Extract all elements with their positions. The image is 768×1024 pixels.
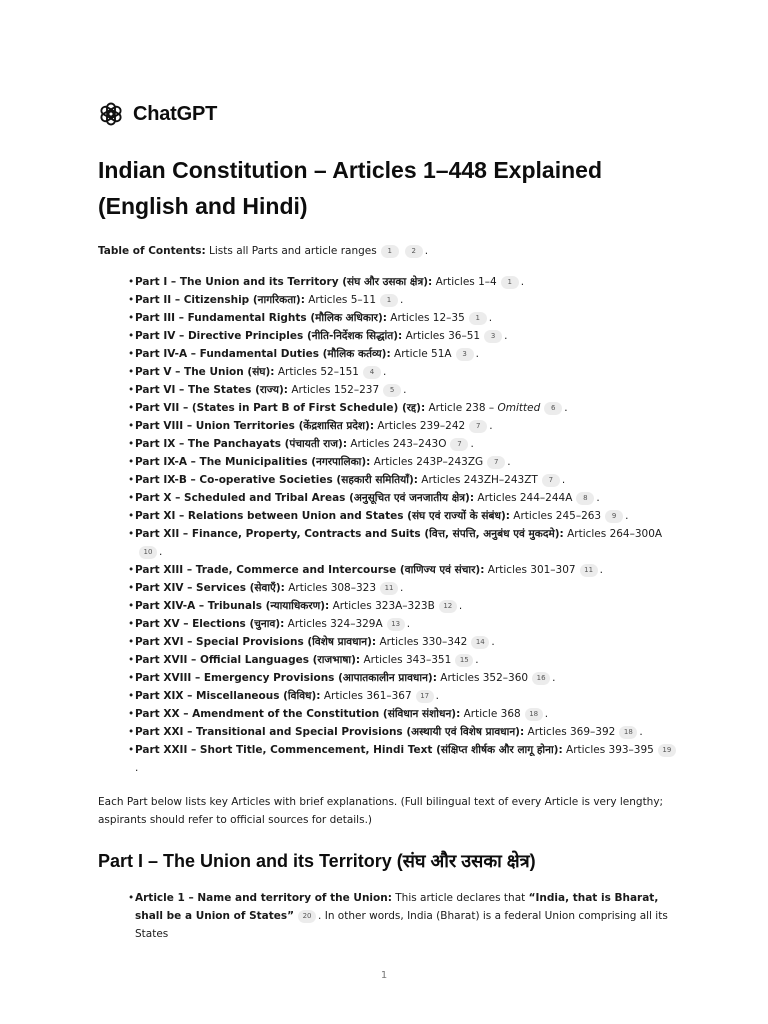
article-text: This article declares that	[391, 892, 529, 904]
toc-article-range: Article 238 –	[425, 402, 498, 414]
toc-article-range: Articles 308–323	[284, 582, 377, 594]
article-quote: “India, that is Bharat, shall be a Union of States”	[135, 892, 659, 922]
citation-badge[interactable]: 1	[380, 294, 398, 307]
toc-omitted-note: Omitted	[497, 402, 541, 414]
toc-article-range: Articles 5–11	[304, 294, 377, 306]
toc-article-range: Articles 324–329A	[284, 618, 383, 630]
toc-part-label: Part IV – Directive Principles (नीति-निर्देशक सिद्धांत):	[135, 330, 403, 342]
toc-part-label: Part XI – Relations between Union and States (संघ एवं राज्यों के संबंध):	[135, 510, 510, 522]
toc-item: • Part XVII – Official Languages (राजभाषा): Articles 343–351 15 .	[128, 651, 678, 669]
toc-item: • Part XIV – Services (सेवाएँ): Articles 308–323 11 .	[128, 579, 678, 597]
citation-badge[interactable]: 9	[605, 510, 623, 523]
toc-part-label: Part III – Fundamental Rights (मौलिक अधिकार):	[135, 312, 387, 324]
citation-badge[interactable]: 7	[469, 420, 487, 433]
toc-part-label: Part XX – Amendment of the Constitution (संविधान संशोधन):	[135, 708, 461, 720]
toc-item: • Part IX-B – Co-operative Societies (सहकारी समितियाँ): Articles 243ZH–243ZT 7 .	[128, 471, 678, 489]
toc-part-label: Part XV – Elections (चुनाव):	[135, 618, 285, 630]
toc-article-range: Articles 244–244A	[474, 492, 573, 504]
table-of-contents-list	[98, 273, 678, 777]
toc-item: • Part XIII – Trade, Commerce and Intercourse (वाणिज्य एवं संचार): Articles 301–307 11 .	[128, 561, 678, 579]
citation-badge[interactable]: 11	[580, 564, 598, 577]
toc-item: • Part XIX – Miscellaneous (विविध): Articles 361–367 17 .	[128, 687, 678, 705]
citation-badge[interactable]: 15	[455, 654, 473, 667]
citation-badge[interactable]: 7	[542, 474, 560, 487]
toc-part-label: Part XVI – Special Provisions (विशेष प्रावधान):	[135, 636, 377, 648]
article-text: . In other words, India (Bharat) is a federal Union comprising all its States	[135, 910, 668, 940]
citation-badge[interactable]: 12	[439, 600, 457, 613]
document-page	[98, 98, 678, 943]
toc-article-range: Article 51A	[390, 348, 452, 360]
citation-badge[interactable]: 1	[501, 276, 519, 289]
article-label: Article 1 – Name and territory of the Union:	[135, 892, 392, 904]
toc-item: • Part XVI – Special Provisions (विशेष प्रावधान): Articles 330–342 14 .	[128, 633, 678, 651]
article-list	[98, 889, 678, 943]
citation-badge[interactable]: 2	[405, 245, 423, 258]
toc-item: • Part XII – Finance, Property, Contracts and Suits (वित्त, संपत्ति, अनुबंध एवं मुकदमे): Articles 264–300A10 .	[128, 525, 678, 561]
openai-knot-icon	[98, 101, 124, 127]
toc-item: • Part XX – Amendment of the Constitution (संविधान संशोधन): Article 368 18 .	[128, 705, 678, 723]
toc-item: • Part III – Fundamental Rights (मौलिक अधिकार): Articles 12–35 1 .	[128, 309, 678, 327]
citation-badge[interactable]: 1	[381, 245, 399, 258]
toc-part-label: Part XIV-A – Tribunals (न्यायाधिकरण):	[135, 600, 330, 612]
citation-badge[interactable]: 19	[658, 744, 676, 757]
toc-article-range: Articles 393–395	[562, 744, 654, 756]
toc-part-label: Part IV-A – Fundamental Duties (मौलिक कर्तव्य):	[135, 348, 391, 360]
citation-badge[interactable]: 10	[139, 546, 157, 559]
toc-item: • Part XXI – Transitional and Special Provisions (अस्थायी एवं विशेष प्रावधान): Articles 369–392 18 .	[128, 723, 678, 741]
toc-article-range: Articles 12–35	[386, 312, 465, 324]
toc-intro-text: Lists all Parts and article ranges	[205, 245, 377, 257]
toc-part-label: Part VIII – Union Territories (केंद्रशासित प्रदेश):	[135, 420, 375, 432]
toc-item: • Part XIV-A – Tribunals (न्यायाधिकरण): Articles 323A–323B 12 .	[128, 597, 678, 615]
list-item	[128, 889, 678, 943]
toc-article-range: Articles 330–342	[376, 636, 468, 648]
toc-item: • Part IX-A – The Municipalities (नगरपालिका): Articles 243P–243ZG 7 .	[128, 453, 678, 471]
toc-part-label: Part XXI – Transitional and Special Provisions (अस्थायी एवं विशेष प्रावधान):	[135, 726, 525, 738]
page-number: 1	[380, 970, 388, 981]
toc-article-range: Articles 243ZH–243ZT	[417, 474, 538, 486]
citation-badge[interactable]: 14	[471, 636, 489, 649]
citation-badge[interactable]: 3	[456, 348, 474, 361]
citation-badge[interactable]: 3	[484, 330, 502, 343]
toc-item: • Part XXII – Short Title, Commencement, Hindi Text (संक्षिप्त शीर्षक और लागू होना): Articles 393–395 19.	[128, 741, 678, 777]
toc-article-range: Articles 343–351	[360, 654, 452, 666]
brand-header	[98, 98, 678, 130]
toc-part-label: Part XVII – Official Languages (राजभाषा):	[135, 654, 361, 666]
citation-badge[interactable]: 16	[532, 672, 550, 685]
toc-part-label: Part II – Citizenship (नागरिकता):	[135, 294, 305, 306]
citation-badge[interactable]: 4	[363, 366, 381, 379]
toc-part-label: Part XII – Finance, Property, Contracts and Suits (वित्त, संपत्ति, अनुबंध एवं मुकदमे):	[135, 528, 564, 540]
toc-item: • Part IV – Directive Principles (नीति-निर्देशक सिद्धांत): Articles 36–51 3 .	[128, 327, 678, 345]
toc-article-range: Articles 152–237	[287, 384, 380, 396]
toc-part-label: Part X – Scheduled and Tribal Areas (अनुसूचित एवं जनजातीय क्षेत्र):	[135, 492, 475, 504]
toc-article-range: Articles 352–360	[436, 672, 529, 684]
toc-item: • Part II – Citizenship (नागरिकता): Articles 5–11 1 .	[128, 291, 678, 309]
citation-badge[interactable]: 8	[576, 492, 594, 505]
citation-badge[interactable]: 18	[619, 726, 637, 739]
toc-intro-end: .	[424, 245, 429, 257]
toc-part-label: Part I – The Union and its Territory (संघ और उसका क्षेत्र):	[135, 276, 433, 288]
toc-part-label: Part IX-B – Co-operative Societies (सहकारी समितियाँ):	[135, 474, 418, 486]
citation-badge[interactable]: 7	[487, 456, 505, 469]
citation-badge[interactable]: 13	[387, 618, 405, 631]
toc-article-range: Articles 361–367	[320, 690, 412, 702]
intro-paragraph: Each Part below lists key Articles with brief explanations. (Full bilingual text of every Article is very lengthy; aspirants should refer to official sources for details.)	[98, 796, 664, 826]
brand-name: ChatGPT	[133, 102, 218, 125]
toc-part-label: Part VII – (States in Part B of First Schedule) (रद्द):	[135, 402, 426, 414]
toc-part-label: Part V – The Union (संघ):	[135, 366, 275, 378]
toc-part-label: Part XXII – Short Title, Commencement, Hindi Text (संक्षिप्त शीर्षक और लागू होना):	[135, 744, 563, 756]
toc-article-range: Articles 301–307	[484, 564, 576, 576]
toc-article-range: Articles 323A–323B	[329, 600, 435, 612]
toc-item: • Part VI – The States (राज्य): Articles 152–237 5 .	[128, 381, 678, 399]
toc-part-label: Part IX-A – The Municipalities (नगरपालिका):	[135, 456, 371, 468]
toc-item: • Part I – The Union and its Territory (संघ और उसका क्षेत्र): Articles 1–4 1 .	[128, 273, 678, 291]
toc-article-range: Articles 239–242	[374, 420, 466, 432]
toc-article-range: Articles 243P–243ZG	[370, 456, 484, 468]
citation-badge[interactable]: 5	[383, 384, 401, 397]
toc-item: • Part XI – Relations between Union and States (संघ एवं राज्यों के संबंध): Articles 245–263 9 .	[128, 507, 678, 525]
toc-item: • Part VIII – Union Territories (केंद्रशासित प्रदेश): Articles 239–242 7 .	[128, 417, 678, 435]
citation-badge[interactable]: 20	[298, 910, 316, 923]
toc-item: • Part IX – The Panchayats (पंचायती राज): Articles 243–243O 7 .	[128, 435, 678, 453]
toc-item: • Part XVIII – Emergency Provisions (आपातकालीन प्रावधान): Articles 352–360 16 .	[128, 669, 678, 687]
citation-badge[interactable]: 11	[380, 582, 398, 595]
toc-item: • Part X – Scheduled and Tribal Areas (अनुसूचित एवं जनजातीय क्षेत्र): Articles 244–244A 8 .	[128, 489, 678, 507]
citation-badge[interactable]: 1	[469, 312, 487, 325]
document-title: Indian Constitution – Articles 1–448 Explained (English and Hindi)	[98, 157, 602, 219]
toc-part-label: Part IX – The Panchayats (पंचायती राज):	[135, 438, 348, 450]
citation-badge[interactable]: 6	[544, 402, 562, 415]
toc-article-range: Articles 243–243O	[347, 438, 447, 450]
toc-article-range: Articles 52–151	[274, 366, 359, 378]
toc-article-range: Article 368	[460, 708, 521, 720]
citation-badge[interactable]: 17	[416, 690, 434, 703]
toc-item: • Part XV – Elections (चुनाव): Articles 324–329A 13 .	[128, 615, 678, 633]
toc-part-label: Part XIX – Miscellaneous (विविध):	[135, 690, 321, 702]
toc-item: • Part V – The Union (संघ): Articles 52–151 4 .	[128, 363, 678, 381]
toc-part-label: Part XIV – Services (सेवाएँ):	[135, 582, 285, 594]
toc-intro	[98, 243, 678, 259]
toc-article-range: Articles 1–4	[432, 276, 497, 288]
toc-article-range: Articles 264–300A	[563, 528, 663, 540]
toc-part-label: Part VI – The States (राज्य):	[135, 384, 288, 396]
toc-article-range: Articles 369–392	[524, 726, 616, 738]
toc-item: • Part VII – (States in Part B of First Schedule) (रद्द): Article 238 – Omitted 6 .	[128, 399, 678, 417]
toc-article-range: Articles 245–263	[509, 510, 602, 522]
toc-part-label: Part XIII – Trade, Commerce and Intercourse (वाणिज्य एवं संचार):	[135, 564, 485, 576]
section-heading-part-1: Part I – The Union and its Territory (संघ और उसका क्षेत्र)	[98, 851, 536, 871]
toc-part-label: Part XVIII – Emergency Provisions (आपातकालीन प्रावधान):	[135, 672, 437, 684]
citation-badge[interactable]: 7	[450, 438, 468, 451]
toc-article-range: Articles 36–51	[402, 330, 481, 342]
toc-intro-label: Table of Contents:	[98, 245, 206, 257]
toc-item: • Part IV-A – Fundamental Duties (मौलिक कर्तव्य): Article 51A 3 .	[128, 345, 678, 363]
citation-badge[interactable]: 18	[525, 708, 543, 721]
